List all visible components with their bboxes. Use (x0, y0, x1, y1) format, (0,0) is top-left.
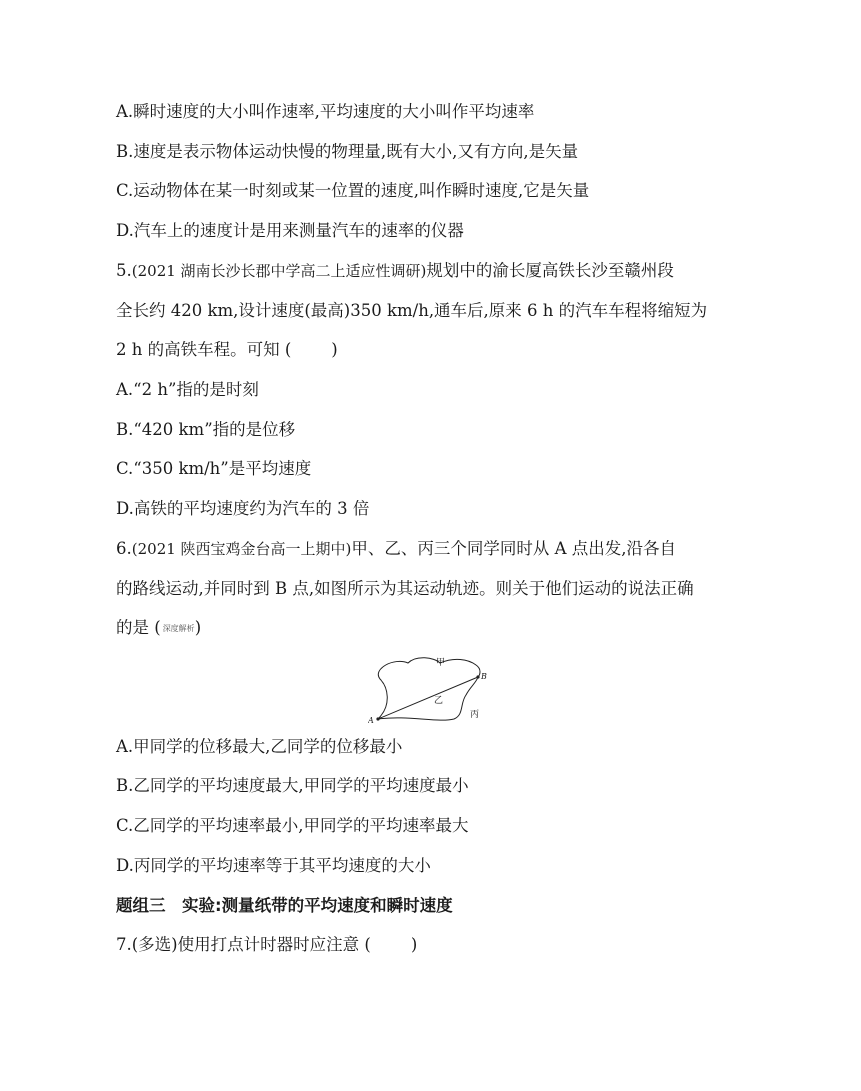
point-b (476, 675, 479, 678)
label-yi: 乙 (434, 696, 444, 706)
q5-option-d: D.高铁的平均速度约为汽车的 3 倍 (116, 499, 370, 518)
q4-option-c: C.运动物体在某一时刻或某一位置的速度,叫作瞬时速度,它是矢量 (116, 181, 590, 200)
label-bing: 丙 (470, 710, 480, 720)
q5-option-a: A.“2 h”指的是时刻 (116, 380, 259, 399)
path-jia (378, 658, 480, 719)
q5-close-paren: ) (331, 340, 338, 359)
q5-stem-line3 (116, 339, 338, 361)
q7-close-paren: ) (410, 935, 418, 954)
path-yi (378, 677, 478, 719)
section-title: 题组三 实验:测量纸带的平均速度和瞬时速度 (116, 896, 453, 915)
q4-option-d: D.汽车上的速度计是用来测量汽车的速率的仪器 (116, 221, 464, 240)
q6-option-d: D.丙同学的平均速率等于其平均速度的大小 (116, 856, 431, 875)
q5-source: (2021 湖南长沙长郡中学高二上适应性调研) (131, 262, 427, 280)
q5-stem-line1 (116, 260, 674, 282)
q5-stem-line2: 全长约 420 km,设计速度(最高)350 km/h,通车后,原来 6 h 的汽车车程将缩短为 (116, 301, 708, 320)
point-a (376, 717, 379, 720)
q6-stem-line3 (116, 617, 201, 640)
q6-number: 6. (116, 539, 132, 558)
deep-analysis-tag: 深度解析 (162, 623, 195, 633)
q5-stem-text: 规划中的渝长厦高铁长沙至赣州段 (426, 261, 674, 280)
q7-stem-text: 7.(多选)使用打点计时器时应注意 ( (116, 935, 371, 954)
q4-option-a: A.瞬时速度的大小叫作速率,平均速度的大小叫作平均速率 (116, 102, 535, 121)
label-b: B (481, 672, 487, 681)
q6-stem-line1 (116, 538, 676, 560)
q5-stem-text-end: 2 h 的高铁车程。可知 ( (116, 340, 292, 359)
q5-number: 5. (116, 261, 132, 280)
q6-option-a: A.甲同学的位移最大,乙同学的位移最小 (116, 737, 403, 756)
q5-option-c: C.“350 km/h”是平均速度 (116, 459, 312, 478)
q6-close-paren: ) (194, 618, 202, 637)
q7-stem (116, 934, 417, 956)
trajectory-figure (368, 655, 498, 727)
q6-source: (2021 陕西宝鸡金台高一上期中) (131, 540, 352, 558)
label-jia: 甲 (436, 658, 446, 668)
q6-stem-line2: 的路线运动,并同时到 B 点,如图所示为其运动轨迹。则关于他们运动的说法正确 (116, 579, 694, 598)
q6-stem-text: 甲、乙、丙三个同学同时从 A 点出发,沿各自 (351, 539, 677, 558)
q4-option-b: B.速度是表示物体运动快慢的物理量,既有大小,又有方向,是矢量 (116, 142, 579, 161)
q6-option-c: C.乙同学的平均速率最小,甲同学的平均速率最大 (116, 816, 469, 835)
label-a: A (368, 716, 374, 725)
q5-option-b: B.“420 km”指的是位移 (116, 420, 296, 439)
q6-option-b: B.乙同学的平均速度最大,甲同学的平均速度最小 (116, 776, 469, 795)
q6-stem-text-end: 的是 ( (116, 618, 161, 637)
